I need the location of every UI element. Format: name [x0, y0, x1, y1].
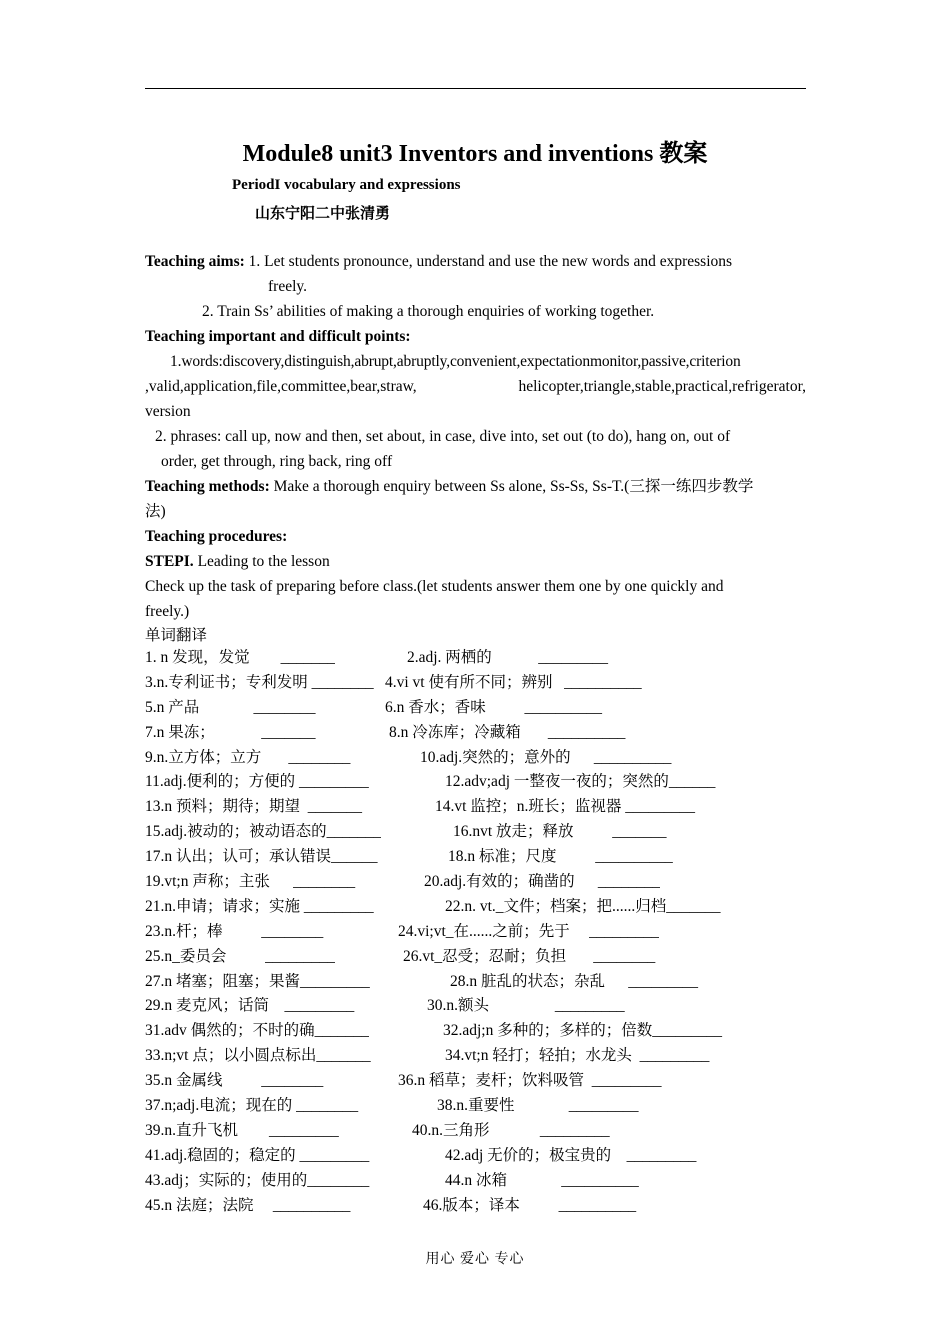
vocab-row: [145, 1194, 825, 1219]
vocab-item-left: 43.adj；实际的；使用的________: [145, 1171, 370, 1189]
header-rule: [145, 88, 806, 89]
vocab-row: [145, 994, 825, 1019]
vocab-item-left: 5.n 产品 ________: [145, 698, 316, 716]
vocab-item-right: 22.n. vt._文件；档案；把......归档_______: [445, 897, 721, 915]
aims-line-1: [145, 249, 806, 274]
vocab-item-right: 12.adv;adj 一整夜一夜的；突然的______: [445, 773, 716, 791]
vocab-item-right: 10.adj.突然的；意外的 __________: [420, 748, 672, 766]
vocab-item-right: 4.vi vt 使有所不同；辨别 __________: [385, 673, 642, 691]
points-label: Teaching important and difficult points:: [145, 328, 411, 345]
procedures-label: Teaching procedures:: [145, 528, 288, 545]
vocab-row: [145, 895, 825, 920]
vocab-item-right: 38.n.重要性 _________: [437, 1097, 639, 1115]
vocab-item-left: 41.adj.稳固的；稳定的 _________: [145, 1146, 370, 1164]
vocab-item-left: 13.n 预料；期待；期望 _______: [145, 798, 363, 816]
vocab-row: [145, 870, 825, 895]
vocab-item-left: 23.n.杆；棒 ________: [145, 922, 324, 940]
vocab-item-left: 19.vt;n 声称；主张 ________: [145, 873, 356, 891]
vocab-item-left: 39.n.直升飞机 _________: [145, 1121, 339, 1139]
author-line: 山东宁阳二中张清勇: [255, 206, 391, 222]
vocab-item-right: 20.adj.有效的；确凿的 ________: [424, 873, 660, 891]
vocab-row: [145, 1144, 825, 1169]
vocab-item-right: 26.vt_忍受；忍耐；负担 ________: [403, 947, 656, 965]
vocab-item-right: 36.n 稻草；麦杆；饮料吸管 _________: [398, 1072, 662, 1090]
vocab-row: [145, 920, 825, 945]
vocab-row: [145, 1019, 825, 1044]
points-words-line-1: 1.words:discovery,distinguish,abrupt,abruptly,convenient,expectationmonitor,passive,criterion: [170, 353, 741, 370]
vocab-item-left: 45.n 法庭；法院 __________: [145, 1196, 351, 1214]
vocab-item-left: 3.n.专利证书；专利发明 ________: [145, 673, 374, 691]
vocab-item-right: 34.vt;n 轻打；轻拍；水龙头 _________: [445, 1047, 710, 1065]
vocab-row: [145, 820, 825, 845]
aims-item-1-cont: freely.: [268, 278, 308, 295]
vocab-item-right: 30.n.额头 _________: [427, 997, 625, 1015]
vocab-item-left: 35.n 金属线 ________: [145, 1072, 324, 1090]
vocab-item-left: 1. n 发现，发觉 _______: [145, 649, 335, 666]
vocab-item-right: 18.n 标准；尺度 __________: [448, 848, 673, 866]
vocab-item-left: 37.n;adj.电流；现在的 ________: [145, 1097, 359, 1115]
vocab-item-left: 31.adv 偶然的；不时的确_______: [145, 1022, 369, 1040]
vocab-row: [145, 1044, 825, 1069]
vocab-row: [145, 845, 825, 870]
vocab-item-right: 16.nvt 放走；释放 _______: [453, 823, 667, 841]
vocab-item-right: 44.n 冰箱 __________: [445, 1171, 639, 1189]
vocab-item-left: 33.n;vt 点；以小圆点标出_______: [145, 1047, 371, 1065]
vocab-item-right: 28.n 脏乱的状态；杂乱 _________: [450, 972, 699, 990]
vocab-row: [145, 1094, 825, 1119]
aims-item-2: 2. Train Ss’ abilities of making a thorough enquiries of working together.: [202, 303, 655, 320]
aims-item-1: 1. Let students pronounce, understand and use the new words and expressions: [244, 253, 733, 270]
step1-heading: STEPI. Leading to the lesson: [145, 553, 330, 570]
vocab-item-right: 32.adj;n 多种的；多样的；倍数_________: [443, 1022, 722, 1040]
vocab-row: [145, 970, 825, 995]
points-words-line-3: version: [145, 403, 191, 420]
vocab-item-left: 9.n.立方体；立方 ________: [145, 748, 351, 766]
vocab-row: [145, 696, 825, 721]
vocab-item-left: 29.n 麦克风；话筒 _________: [145, 997, 355, 1015]
step1-desc-line-2: freely.): [145, 603, 190, 620]
vocab-row: [145, 721, 825, 746]
page-footer: 用心 爱心 专心: [425, 1252, 525, 1267]
aims-label: Teaching aims:: [145, 253, 245, 270]
vocab-row: [145, 945, 825, 970]
vocab-item-left: 21.n.申请；请求；实施 _________: [145, 897, 374, 915]
vocab-row: [145, 746, 825, 771]
vocab-heading: 单词翻译: [145, 627, 208, 644]
vocab-row: [145, 795, 825, 820]
period-heading: PeriodI vocabulary and expressions: [232, 177, 461, 193]
vocab-item-left: 25.n_委员会 _________: [145, 947, 335, 965]
vocab-item-right: 24.vi;vt_在......之前；先于 _________: [398, 922, 659, 940]
points-words-line-2: ,valid,application,file,committee,bear,straw, helicopter,triangle,stable,practical,refrigerator,: [145, 378, 806, 395]
vocab-item-right: 14.vt 监控；n.班长；监视器 _________: [435, 798, 696, 816]
vocab-item-right: 8.n 冷冻库；冷藏箱 __________: [389, 723, 626, 741]
vocab-item-left: 7.n 果冻； _______: [145, 723, 316, 741]
vocab-list: [145, 646, 825, 1218]
vocab-row: [145, 1169, 825, 1194]
vocab-item-left: 11.adj.便利的；方便的 _________: [145, 773, 369, 791]
methods-label: Teaching methods:: [145, 478, 270, 495]
vocab-item-right: 6.n 香水；香味 __________: [385, 698, 603, 716]
methods-line-2: 法): [145, 503, 166, 520]
step1-desc-line-1: Check up the task of preparing before class.(let students answer them one by one quickly and: [145, 578, 724, 595]
vocab-item-right: 2.adj. 两栖的 _________: [407, 649, 609, 666]
points-phrases-line-2: order, get through, ring back, ring off: [161, 453, 393, 470]
vocab-row: [145, 671, 825, 696]
vocab-item-left: 27.n 堵塞；阻塞；果酱_________: [145, 972, 370, 990]
vocab-item-left: 15.adj.被动的；被动语态的_______: [145, 823, 381, 841]
vocab-item-right: 46.版本；译本 __________: [423, 1196, 637, 1214]
points-phrases-line-1: 2. phrases: call up, now and then, set about, in case, dive into, set out (to do), hang on, out of: [155, 428, 731, 445]
vocab-row: [145, 1069, 825, 1094]
vocab-item-left: 17.n 认出；认可；承认错误______: [145, 848, 378, 866]
vocab-row: [145, 1119, 825, 1144]
document-title: Module8 unit3 Inventors and inventions 教案: [242, 141, 708, 167]
step1-label: STEPI.: [145, 553, 194, 570]
vocab-item-right: 40.n.三角形 _________: [412, 1121, 610, 1139]
vocab-row: [145, 770, 825, 795]
vocab-item-right: 42.adj 无价的；极宝贵的 _________: [445, 1146, 697, 1164]
vocab-row: [145, 646, 825, 671]
methods-line-1: Teaching methods: Make a thorough enquiry between Ss alone, Ss-Ss, Ss-T.(三探一练四步教学: [145, 478, 754, 495]
